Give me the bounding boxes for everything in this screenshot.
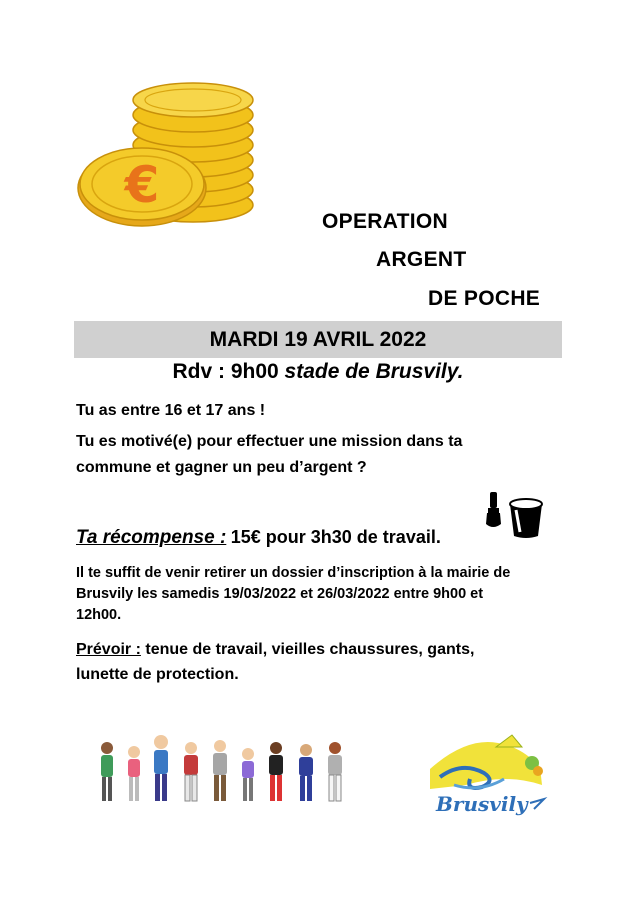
prevoir-text-1: tenue de travail, vieilles chaussures, gants, (145, 641, 475, 658)
rdv-place: stade de Brusvily. (284, 360, 464, 383)
rdv-line (0, 360, 636, 384)
reward-text: 15€ pour 3h30 de travail. (230, 527, 441, 547)
registration-line-1: Il te suffit de venir retirer un dossier d’inscription à la mairie de (76, 565, 511, 581)
paint-bucket-icon (482, 490, 544, 540)
motivation-line-1: Tu es motivé(e) pour effectuer une mission dans ta (76, 433, 463, 450)
reward-line (76, 525, 441, 551)
prevoir-line-2: lunette de protection. (76, 666, 239, 683)
date-text: MARDI 19 AVRIL 2022 (209, 327, 427, 351)
title-line-2: ARGENT (376, 248, 467, 271)
motivation-line-2: commune et gagner un peu d’argent ? (76, 459, 367, 476)
reward-label: Ta récompense : (76, 527, 227, 548)
rdv-label: Rdv : 9h00 (172, 360, 279, 383)
age-line: Tu as entre 16 et 17 ans ! (76, 402, 266, 419)
group-of-people-illustration (92, 728, 362, 808)
euro-coins-illustration (76, 74, 258, 230)
brusvily-logo (426, 733, 552, 817)
logo-text: Brusvily (436, 792, 528, 816)
registration-line-2: Brusvily les samedis 19/03/2022 et 26/03/2022 entre 9h00 et (76, 586, 484, 602)
title-line-1: OPERATION (322, 210, 448, 233)
prevoir-label: Prévoir : (76, 641, 141, 658)
registration-line-3: 12h00. (76, 607, 122, 623)
date-banner (74, 321, 562, 358)
prevoir-line-1 (76, 637, 474, 662)
title-line-3: DE POCHE (428, 287, 541, 310)
svg-text:€: € (124, 156, 160, 214)
